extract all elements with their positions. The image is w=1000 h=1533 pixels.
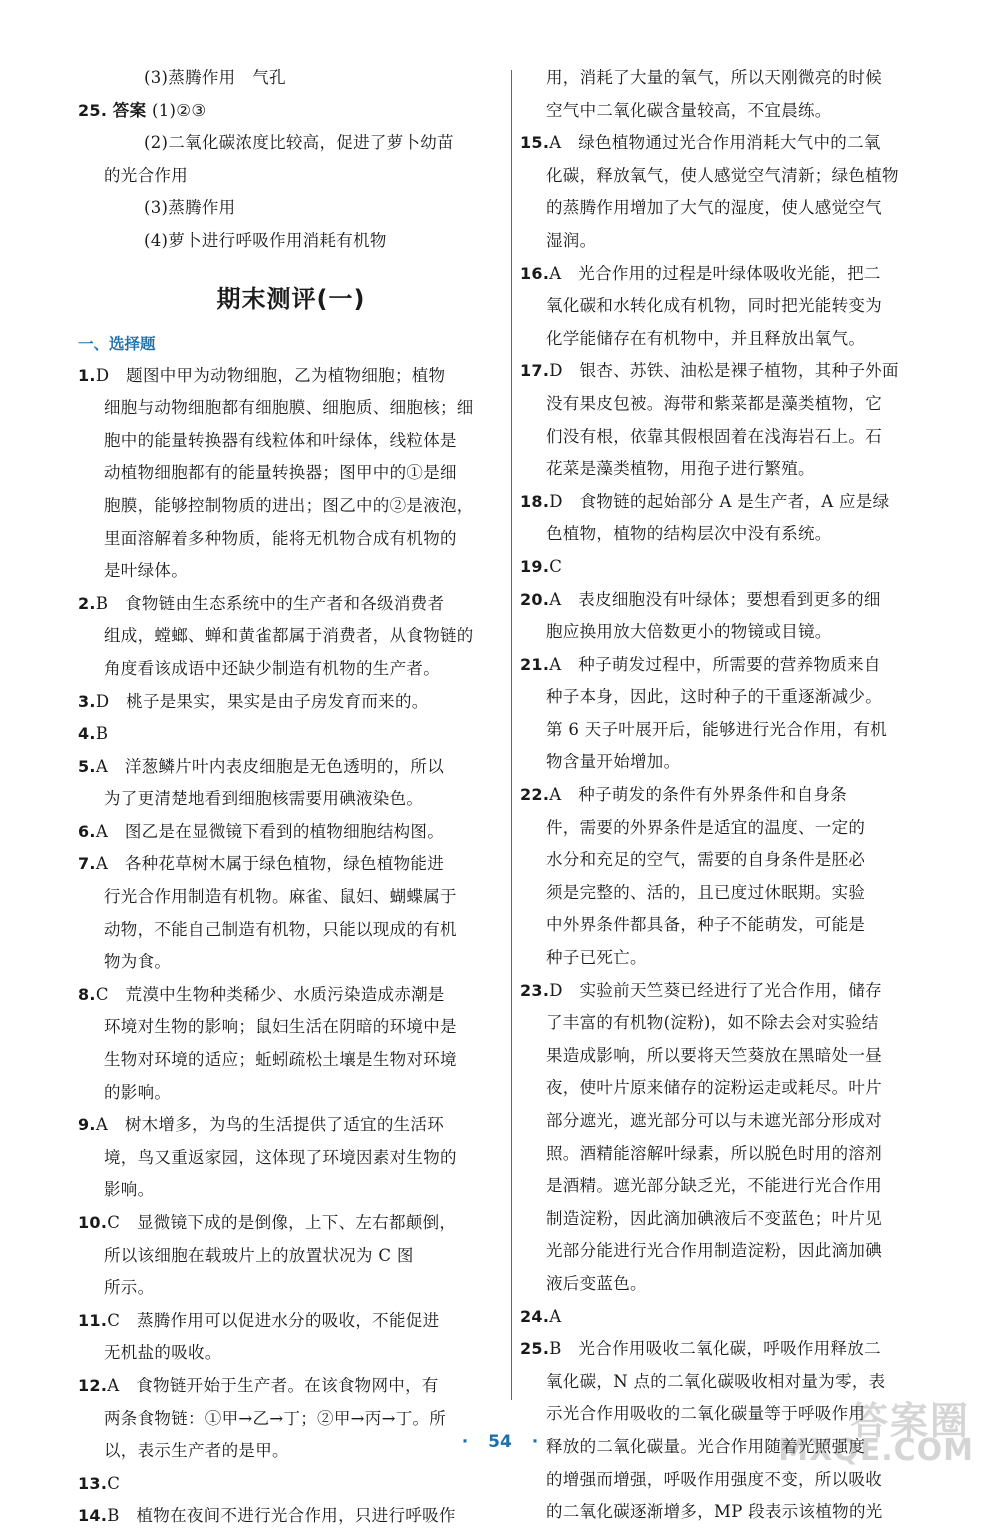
answer-line: 两条食物链：①甲→乙→丁；②甲→丙→丁。所 — [104, 1408, 447, 1428]
answer-line: 化碳，释放氧气，使人感觉空气清新；绿色植物 — [546, 165, 899, 185]
answer-line: 所以该细胞在载玻片上的放置状况为 C 图 — [104, 1245, 414, 1265]
question-item — [78, 360, 504, 588]
answer-line: 是酒精。遮光部分缺乏光，不能进行光合作用 — [546, 1176, 882, 1196]
answer-line: 氧化碳和水转化成有机物，同时把光能转变为 — [546, 296, 882, 316]
question-number: 12. — [78, 1375, 108, 1395]
answer-line — [78, 1468, 504, 1501]
answer-text: C 荒漠中生物种类稀少、水质污染造成赤潮是 — [95, 984, 445, 1004]
answer-line: 的增强而增强，呼吸作用强度不变，所以吸收 — [546, 1469, 882, 1489]
watermark-logo — [780, 1384, 980, 1474]
answer-text: (1)②③ — [151, 100, 207, 120]
watermark-url: MXQE.COM — [778, 1433, 974, 1468]
answer-line: 第 6 天子叶展开后，能够进行光合作用，有机 — [546, 719, 888, 739]
answer-text: A 绿色植物通过光合作用消耗大气中的二氧 — [549, 133, 881, 153]
answer-text: C — [107, 1473, 121, 1493]
question-item — [520, 486, 945, 551]
answer-line: 释放的二氧化碳量。光合作用随着光照强度 — [546, 1436, 866, 1456]
answer-text: C — [549, 556, 563, 576]
answer-line — [520, 649, 945, 682]
question-number: 8. — [78, 984, 96, 1004]
answer-line: (4)萝卜进行呼吸作用消耗有机物 — [144, 230, 387, 250]
question-item — [520, 584, 945, 649]
question-number: 18. — [520, 491, 550, 511]
answer-line: 件，需要的外界条件是适宜的温度、一定的 — [546, 817, 866, 837]
left-column — [78, 62, 504, 1533]
answer-line: 胞应换用放大倍数更小的物镜或目镜。 — [546, 622, 832, 642]
question-number: 10. — [78, 1213, 108, 1232]
answer-line: 是叶绿体。 — [104, 561, 188, 581]
answer-text: A 各种花草树木属于绿色植物，绿色植物能进 — [95, 854, 445, 874]
answer-text: B 食物链由生态系统中的生产者和各级消费者 — [95, 593, 445, 613]
question-number: 19. — [520, 556, 550, 576]
question-number: 24. — [520, 1306, 550, 1326]
question-number: 11. — [78, 1310, 108, 1330]
question-item — [78, 1207, 504, 1305]
answer-line: 的影响。 — [104, 1082, 172, 1102]
question-item — [78, 816, 504, 849]
answer-line — [78, 588, 504, 621]
answer-line — [520, 127, 945, 160]
answer-text: A 表皮细胞没有叶绿体；要想看到更多的细 — [549, 589, 881, 609]
answer-line — [78, 1500, 504, 1533]
answer-line: 空气中二氧化碳含量较高，不宜晨练。 — [546, 100, 832, 120]
exam-title: 期末测评(一) — [216, 285, 366, 314]
question-item — [520, 649, 945, 779]
question-number: 16. — [520, 263, 550, 283]
answer-text: B — [95, 724, 109, 744]
footer-dot: · — [531, 1432, 539, 1452]
answer-line: 照。酒精能溶解叶绿素，所以脱色时用的溶剂 — [546, 1143, 882, 1163]
question-number: 7. — [78, 854, 96, 874]
question-item — [78, 1109, 504, 1207]
answer-line: (2)二氧化碳浓度比较高，促进了萝卜幼苗 — [144, 133, 454, 153]
answer-line: 生物对环境的适应；蚯蚓疏松土壤是生物对环境 — [104, 1050, 457, 1070]
answer-line — [78, 360, 504, 393]
answer-line: 部分遮光，遮光部分可以与未遮光部分形成对 — [546, 1111, 882, 1130]
question-number: 20. — [520, 589, 550, 609]
answer-line: 胞膜，能够控制物质的进出；图乙中的②是液泡， — [104, 495, 474, 515]
question-number: 25. — [78, 100, 108, 120]
answer-line: 环境对生物的影响；鼠妇生活在阴暗的环境中是 — [104, 1017, 457, 1037]
question-item — [78, 588, 504, 686]
answer-text: C 蒸腾作用可以促进水分的吸收，不能促进 — [107, 1310, 440, 1330]
question-item — [78, 686, 504, 719]
answer-line: 的蒸腾作用增加了大气的湿度，使人感觉空气 — [546, 198, 882, 218]
answer-text: C 显微镜下成的是倒像，上下、左右都颠倒， — [107, 1213, 457, 1232]
answer-line: 所示。 — [104, 1278, 155, 1298]
answer-line — [78, 1207, 504, 1240]
answer-line: 水分和充足的空气，需要的自身条件是胚必 — [546, 850, 866, 870]
answer-line — [520, 551, 945, 584]
answer-line — [78, 751, 504, 784]
question-item — [78, 1370, 504, 1468]
answer-line: 组成，螳螂、蝉和黄雀都属于消费者，从食物链的 — [104, 626, 474, 646]
answer-line — [520, 975, 945, 1008]
question-item — [520, 779, 945, 975]
question-item — [78, 1305, 504, 1370]
answer-line: 制造淀粉，因此滴加碘液后不变蓝色；叶片见 — [546, 1208, 882, 1228]
answer-line — [520, 258, 945, 291]
answer-line: 没有果皮包被。海带和紫菜都是藻类植物，它 — [546, 393, 882, 413]
question-number: 3. — [78, 691, 96, 711]
answer-text: A 种子萌发过程中，所需要的营养物质来自 — [549, 654, 881, 674]
answer-text: D 食物链的起始部分 A 是生产者，A 应是绿 — [549, 491, 890, 511]
question-item — [78, 1500, 504, 1533]
question-number: 13. — [78, 1473, 108, 1493]
question-item — [78, 979, 504, 1109]
answer-line — [78, 718, 504, 751]
answer-text: D 银杏、苏铁、油松是裸子植物，其种子外面 — [549, 361, 899, 381]
answer-text: A 洋葱鳞片叶内表皮细胞是无色透明的，所以 — [95, 756, 445, 776]
answer-line — [520, 1333, 945, 1366]
answer-line: 为了更清楚地看到细胞核需要用碘液染色。 — [104, 789, 424, 809]
answer-line: 里面溶解着多种物质，能将无机物合成有机物的 — [104, 528, 457, 548]
answer-line: 湿润。 — [546, 230, 597, 250]
answer-line: (3)蒸腾作用 — [144, 198, 236, 218]
answer-line: 了丰富的有机物(淀粉)，如不除去会对实验结 — [546, 1013, 879, 1033]
answer-line — [520, 486, 945, 519]
answer-line — [520, 355, 945, 388]
footer-dot: · — [461, 1432, 469, 1452]
answer-line: 用，消耗了大量的氧气，所以天刚微亮的时候 — [546, 68, 882, 87]
answer-text: D 题图中甲为动物细胞，乙为植物细胞；植物 — [95, 365, 446, 385]
answer-line: 角度看该成语中还缺少制造有机物的生产者。 — [104, 658, 440, 678]
answer-line: 物含量开始增加。 — [546, 752, 681, 772]
question-number: 1. — [78, 365, 96, 385]
answer-text: A 光合作用的过程是叶绿体吸收光能，把二 — [549, 263, 881, 283]
question-number: 2. — [78, 593, 96, 613]
answer-line: 须是完整的、活的，且已度过休眠期。实验 — [546, 882, 866, 902]
question-number: 14. — [78, 1506, 108, 1526]
question-number: 22. — [520, 785, 550, 805]
column-divider — [511, 70, 512, 1400]
answer-text: A 图乙是在显微镜下看到的植物细胞结构图。 — [95, 821, 445, 841]
answer-line: 物为食。 — [104, 952, 172, 972]
answer-line — [78, 1305, 504, 1338]
question-item — [520, 1301, 945, 1334]
question-number: 4. — [78, 724, 96, 744]
answer-text: D 桃子是果实，果实是由子房发育而来的。 — [95, 691, 429, 711]
question-number: 25. — [520, 1339, 550, 1359]
answer-line: 中外界条件都具备，种子不能萌发，可能是 — [546, 915, 866, 935]
question-number: 5. — [78, 756, 96, 776]
answer-line — [78, 848, 504, 881]
answer-line: 种子已死亡。 — [546, 948, 647, 968]
answer-line: 示光合作用吸收的二氧化碳量等于呼吸作用 — [546, 1404, 866, 1424]
right-column — [520, 62, 945, 1529]
answer-line: 光部分能进行光合作用制造淀粉，因此滴加碘 — [546, 1241, 882, 1261]
answer-line — [78, 1109, 504, 1142]
answer-line: (3)蒸腾作用 气孔 — [144, 68, 286, 87]
answer-line: 动物，不能自己制造有机物，只能以现成的有机 — [104, 919, 457, 939]
question-item — [520, 975, 945, 1301]
answer-line: 液后变蓝色。 — [546, 1273, 647, 1293]
answer-text: A 种子萌发的条件有外界条件和自身条 — [549, 785, 848, 805]
question-number: 6. — [78, 821, 96, 841]
answer-line — [520, 584, 945, 617]
answer-text: B 光合作用吸收二氧化碳，呼吸作用释放二 — [549, 1339, 881, 1359]
answer-line — [78, 686, 504, 719]
question-number: 21. — [520, 654, 550, 674]
answer-line: 境，鸟又重返家园，这体现了环境因素对生物的 — [104, 1147, 457, 1167]
question-item — [520, 127, 945, 257]
question-item — [78, 1468, 504, 1501]
answer-line: 的光合作用 — [104, 165, 188, 185]
answer-text: A 树木增多，为鸟的生活提供了适宜的生活环 — [95, 1115, 445, 1135]
answer-line: 种子本身，因此，这时种子的干重逐渐减少。 — [546, 687, 882, 707]
answer-line — [520, 1301, 945, 1334]
answer-line: 行光合作用制造有机物。麻雀、鼠妇、蝴蝶属于 — [104, 887, 457, 907]
question-number: 23. — [520, 980, 550, 1000]
answer-line: 动植物细胞都有的能量转换器；图甲中的①是细 — [104, 463, 457, 483]
q25-answer-header — [78, 95, 504, 128]
question-item — [520, 258, 945, 356]
answer-line: 无机盐的吸收。 — [104, 1343, 222, 1363]
section-heading: 一、选择题 — [78, 334, 156, 353]
watermark-text: 答案圈 — [849, 1399, 970, 1443]
answer-text: B 植物在夜间不进行光合作用，只进行呼吸作 — [107, 1506, 456, 1526]
page-number: 54 — [488, 1432, 512, 1452]
answer-line: 色植物，植物的结构层次中没有系统。 — [546, 524, 832, 544]
answer-line: 影响。 — [104, 1180, 155, 1200]
answer-line: 花菜是藻类植物，用孢子进行繁殖。 — [546, 459, 815, 479]
exam-title-block — [78, 258, 504, 328]
question-number: 9. — [78, 1115, 96, 1135]
answer-line — [78, 816, 504, 849]
answer-line: 以，表示生产者的是甲。 — [104, 1441, 289, 1461]
answer-line — [78, 979, 504, 1012]
question-item — [78, 848, 504, 978]
question-item — [520, 551, 945, 584]
answer-line: 们没有根，依靠其假根固着在浅海岩石上。石 — [546, 426, 882, 446]
question-number: 17. — [520, 361, 550, 381]
question-number: 15. — [520, 133, 550, 153]
question-item — [78, 751, 504, 816]
answer-line: 果造成影响，所以要将天竺葵放在黑暗处一昼 — [546, 1045, 882, 1065]
question-item — [78, 718, 504, 751]
answer-line: 夜，使叶片原来储存的淀粉运走或耗尽。叶片 — [546, 1078, 882, 1098]
answer-text: A — [549, 1306, 562, 1326]
answer-line: 氧化碳，N 点的二氧化碳吸收相对量为零，表 — [546, 1371, 886, 1391]
question-item — [520, 355, 945, 485]
answer-line — [78, 1370, 504, 1403]
answer-text: A 食物链开始于生产者。在该食物网中，有 — [107, 1375, 439, 1395]
answer-line: 化学能储存在有机物中，并且释放出氧气。 — [546, 328, 866, 348]
answer-line — [520, 779, 945, 812]
answer-line: 胞中的能量转换器有线粒体和叶绿体，线粒体是 — [104, 430, 457, 450]
answer-text: D 实验前天竺葵已经进行了光合作用，储存 — [549, 980, 882, 1000]
answer-line: 细胞与动物细胞都有细胞膜、细胞质、细胞核；细 — [104, 398, 474, 418]
answer-label: 答案 — [112, 100, 147, 120]
answer-line: 的二氧化碳逐渐增多，MP 段表示该植物的光 — [546, 1502, 883, 1522]
